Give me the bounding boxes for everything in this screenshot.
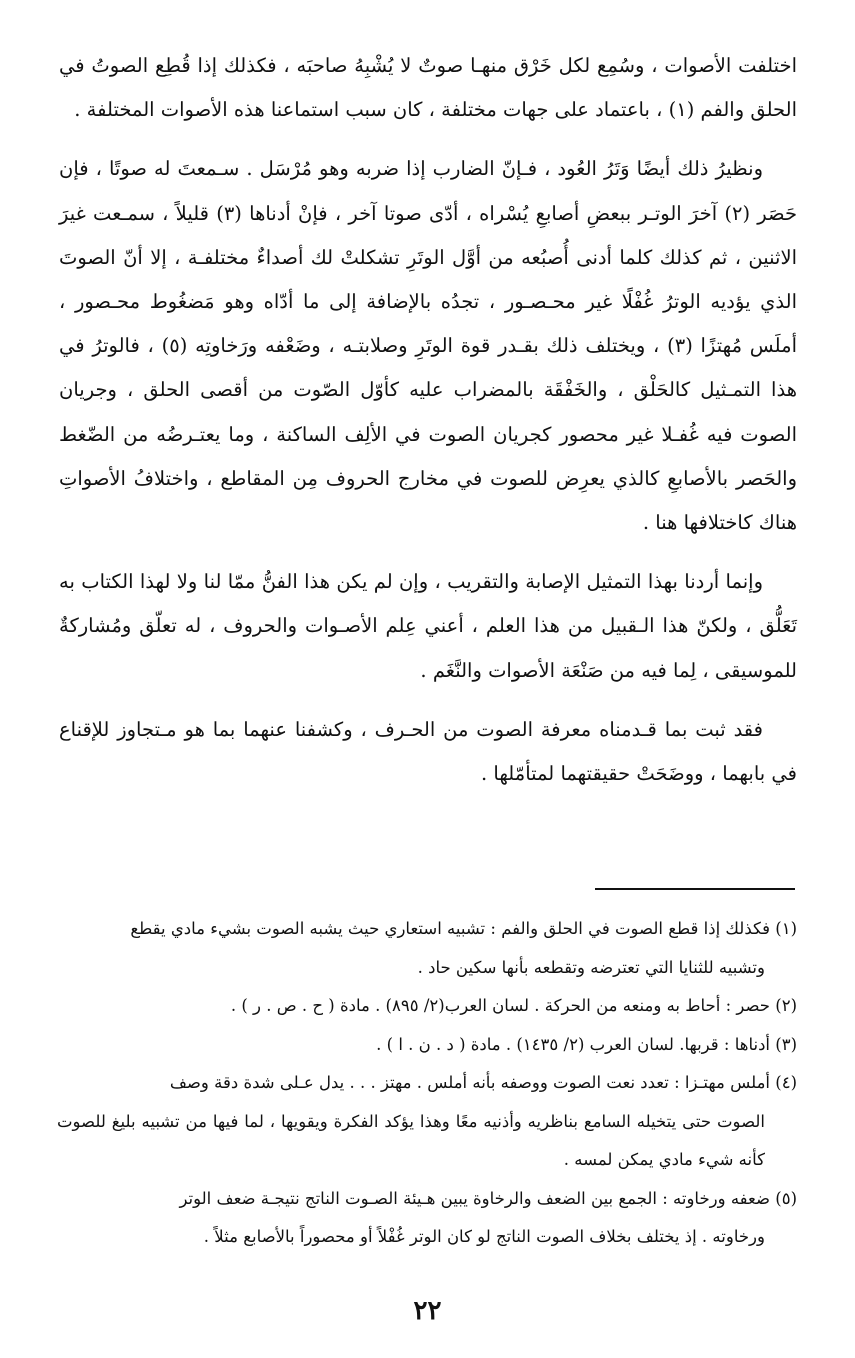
footnote-3-lead: (٣) أدناها : قربها. لسان العرب (٢/ ١٤٣٥) . مادة ( د . ن . ا ) . — [376, 1034, 797, 1054]
paragraph-1: اختلفت الأصوات ، وسُمِع لكل خَرْق منهـا صوتٌ لا يُشْبِهُ صاحبَه ، فكذلك إذا قُطِع الصوتُ في الحلق والفم (١) ، باعتماد على جهات مختلفة ، كان سبب استماعنا هذه الأصوات المختلفة . — [59, 54, 797, 122]
footnote-1-lead: (١) فكذلك إذا قطع الصوت في الحلق والفم : تشبيه استعاري حيث يشبه الصوت بشيء مادي يقطع — [130, 919, 797, 938]
footnote-2-lead: (٢) حصر : أحاط به ومنعه من الحركة . لسان العرب(٢/ ٨٩٥) . مادة ( ح . ص . ر ) . — [230, 996, 797, 1015]
footnote-separator — [595, 888, 795, 890]
footnote-4 — [57, 1064, 797, 1180]
footnote-5-continuation: ورخاوته . إذ يختلف بخلاف الصوت الناتج لو كان الوتر غُفْلاً أو محصوراً بالأصابع مثلاً . — [203, 1227, 765, 1246]
footnote-1-continuation: وتشبيه للثنايا التي تعترضه وتقطعه بأنها سكين حاد . — [417, 957, 765, 977]
paragraph-4: فقد ثبت بما قـدمناه معرفة الصوت من الحـرف ، وكشفنا عنهما بما هو مـتجاوز للإقناع في بابهما ، ووضَحَتْ حقيقتهما لمتأمّلها . — [59, 717, 797, 786]
paragraph-3: وإنما أردنا بهذا التمثيل الإصابة والتقريب ، وإن لم يكن هذا الفنُّ ممّا لنا ولا لهذا الكتاب به تَعَلُّق ، ولكنّ هذا الـقبيل من هذا العلم ، أعني عِلم الأصـوات والحروف ، له تعلّق ومُشاركةٌ للموسيقى ، لِما فيه من صَنْعَة الأصوات والنَّغَم . — [59, 570, 797, 682]
footnote-5 — [57, 1180, 797, 1257]
footnote-1 — [57, 910, 797, 987]
footnote-4-continuation: الصوت حتى يتخيله السامع بناظريه وأذنيه معًا وهذا يؤكد الفكرة ويقويها ، لما فيها من تشبيه بليغ للصوت كأنه شيء مادي يمكن لمسه . — [57, 1111, 765, 1169]
page-number: ٢٢ — [413, 1296, 442, 1326]
main-text — [59, 44, 797, 796]
footnote-4-lead: (٤) أملس مهتـزا : تعدد نعت الصوت ووصفه بأنه أملس . مهتز . . . يدل عـلى شدة دقة وصف — [169, 1073, 797, 1092]
footnote-2 — [57, 987, 797, 1026]
footnotes — [57, 910, 797, 1257]
paragraph-2: ونظيرُ ذلك أيضًا وَتَرُ العُود ، فـإنّ الضارب إذا ضربه وهو مُرْسَل . سـمعتَ له صوتًا ، فإن حَصَر (٢) آخرَ الوتـر ببعضِ أصابعِ يُسْراه ، أدّى صوتا آخر ، فإنْ أدناها (٣) قليلاً ، سمـعت غيرَ الاثنين ، ثم كذلك كلما أدنى أُصبُعه من أوَّل الوتَرِ تشكلتْ لك أصداءٌ مختلفـة ، إلا أنّ الصوتَ الذي يؤديه الوترُ غُفْلًا غير محـصـور ، تجدُه بالإضافة إلى ما أدّاه وهو مَضغُوط محـصور ، أملَس مُهتزًا (٣) ، ويختلف ذلك بقـدر قوة الوتَرِ وصلابتـه ، وضَعْفه ورَخاوتِه (٥) ، فالوترُ في هذا التمـثيل كالحَلْق ، والخَفْقَة بالمضراب عليه كأوّل الصّوت من أقصى الحلق ، وجريان الصوت فيه غُفـلا غير محصور كجريان الصوت في الألِف الساكنة ، وما يعتـرضُه من الضّغط والحَصر بالأصابعِ كالذي يعرِض للصوت في مخارج الحروف مِن المقاطع ، واختلافُ الأصواتِ هناك كاختلافها هنا . — [59, 157, 798, 535]
footnote-3 — [57, 1026, 797, 1065]
footnote-5-lead: (٥) ضعفه ورخاوته : الجمع بين الضعف والرخاوة يبين هـيئة الصـوت الناتج نتيجـة ضعف الوتر — [179, 1188, 797, 1208]
